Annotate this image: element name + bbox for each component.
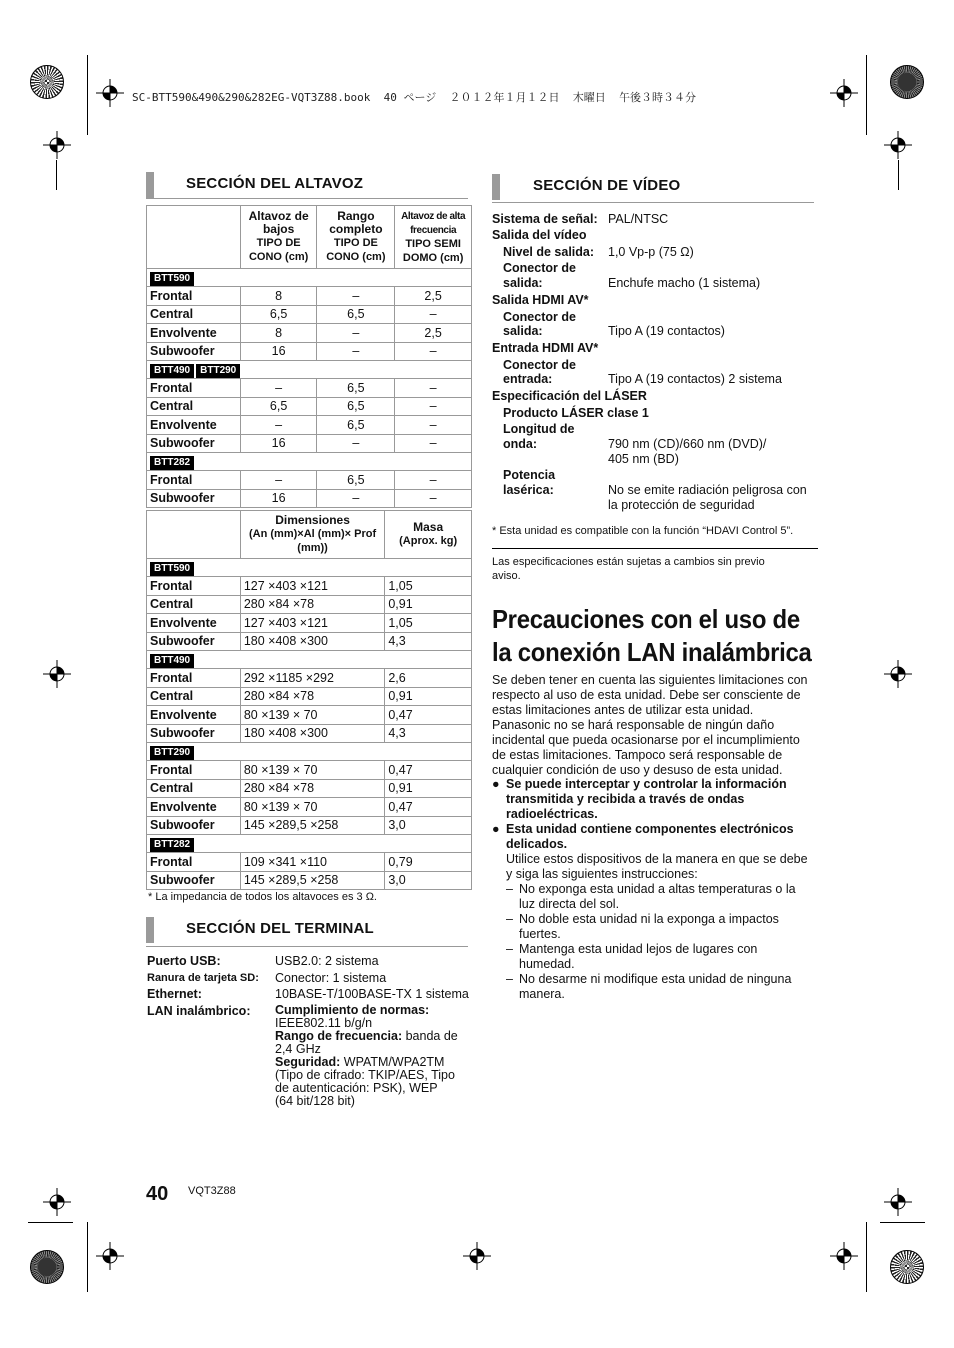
speaker-dimensions-table — [146, 510, 472, 890]
table-cell: 6,5 — [317, 471, 395, 490]
spec-value: la protección de seguridad — [608, 498, 755, 512]
table-cell: 180 ×408 ×300 — [240, 632, 384, 651]
registration-mark-icon — [96, 79, 124, 107]
row-label: Subwoofer — [147, 489, 241, 508]
model-group-row — [147, 743, 472, 761]
table-row — [147, 471, 472, 490]
crop-line — [898, 160, 899, 190]
table-cell: – — [395, 397, 472, 416]
row-label: Envolvente — [147, 416, 241, 435]
bullet-item — [492, 777, 822, 822]
table-cell: 1,05 — [385, 577, 472, 596]
table-cell: – — [317, 434, 395, 453]
table-row — [147, 342, 472, 361]
table-cell: 80 ×139 × 70 — [240, 761, 384, 780]
crop-line — [87, 1222, 88, 1292]
row-label: Subwoofer — [147, 871, 241, 890]
video-section-title: SECCIÓN DE VÍDEO — [533, 177, 681, 194]
spec-label: onda: — [503, 437, 538, 451]
crop-line — [87, 55, 88, 135]
table-cell: – — [240, 471, 317, 490]
table-cell: 8 — [240, 324, 317, 343]
table-cell: 1,05 — [385, 614, 472, 633]
spec-value: Tipo A (19 contactos) — [608, 324, 725, 338]
table-row — [147, 595, 472, 614]
table-row — [147, 324, 472, 343]
table-row — [147, 305, 472, 324]
section-bar — [492, 174, 500, 200]
dash-icon: – — [506, 882, 513, 896]
table-cell: 145 ×289,5 ×258 — [240, 871, 384, 890]
table-cell: 109 ×341 ×110 — [240, 853, 384, 872]
model-group-row — [147, 269, 472, 287]
table-cell: 6,5 — [240, 305, 317, 324]
row-label: Frontal — [147, 853, 241, 872]
table-cell: – — [317, 489, 395, 508]
dash-icon: – — [506, 942, 513, 956]
model-tags — [147, 453, 472, 471]
speaker-section-title: SECCIÓN DEL ALTAVOZ — [186, 175, 364, 192]
table-cell: – — [395, 489, 472, 508]
lan-bullets — [492, 777, 822, 1002]
table-cell: – — [317, 342, 395, 361]
model-tag: BTT290 — [150, 746, 194, 760]
text-line: No desarme ni modifique esta unidad de ninguna — [519, 972, 792, 986]
text-line: No doble esta unidad ni la exponga a impactos — [519, 912, 779, 926]
row-label: Envolvente — [147, 798, 241, 817]
spec-label: Cumplimiento de normas: — [275, 1003, 430, 1017]
dash-item — [506, 882, 822, 912]
table-cell: 0,91 — [385, 595, 472, 614]
speaker-types-table — [146, 205, 472, 508]
change-note: Las especificaciones están sujetas a cambios sin previo aviso. — [492, 556, 765, 582]
text-line: manera. — [519, 987, 565, 1001]
table-cell: 6,5 — [317, 379, 395, 398]
registration-mark-icon — [43, 1188, 71, 1216]
table-cell: 2,6 — [385, 669, 472, 688]
table-cell: 127 ×403 ×121 — [240, 577, 384, 596]
crop-line — [56, 160, 57, 190]
table-cell: – — [317, 287, 395, 306]
col-header: Altavoz de bajos TIPO DE CONO (cm) — [240, 206, 317, 269]
table-row — [147, 724, 472, 743]
spec-value: USB2.0: 2 sistema — [275, 954, 379, 968]
color-rosette-icon — [890, 65, 924, 99]
table-row — [147, 798, 472, 817]
text-line: humedad. — [519, 957, 575, 971]
text-line: luz directa del sol. — [519, 897, 620, 911]
spec-label: LAN inalámbrico: — [147, 1004, 251, 1018]
spec-value: (64 bit/128 bit) — [275, 1094, 355, 1108]
text-line: transmitida y recibida a través de ondas — [506, 792, 745, 806]
model-tags — [147, 835, 472, 853]
table-cell: 0,47 — [385, 798, 472, 817]
dash-item — [506, 942, 822, 972]
spec-value: Conector: 1 sistema — [275, 971, 387, 985]
table-cell: 4,3 — [385, 724, 472, 743]
crop-line — [866, 55, 867, 135]
table-cell: 4,3 — [385, 632, 472, 651]
spec-value: 790 nm (CD)/660 nm (DVD)/ — [608, 437, 767, 451]
row-label: Central — [147, 687, 241, 706]
text-line: fuertes. — [519, 927, 561, 941]
model-group-row — [147, 361, 472, 379]
text-line: incidental que pueda ocasionarse por el incumplimiento — [492, 733, 800, 747]
spec-label: salida: — [503, 276, 543, 290]
spec-label: Seguridad: — [275, 1055, 341, 1069]
row-label: Envolvente — [147, 324, 241, 343]
spec-label: Salida HDMI AV* — [492, 293, 589, 307]
spec-label: Rango de frecuencia: — [275, 1029, 403, 1043]
file-header: SC-BTT590&490&290&282EG-VQT3Z88.book 40 ページ ２０１２年１月１２日 木曜日 午後３時３４分 — [132, 91, 697, 104]
table-cell: – — [317, 324, 395, 343]
spec-value: 2,4 GHz — [275, 1042, 321, 1056]
lan-intro — [492, 673, 822, 778]
spec-value: No se emite radiación peligrosa con — [608, 483, 807, 497]
row-label: Subwoofer — [147, 434, 241, 453]
spec-value: PAL/NTSC — [608, 212, 669, 226]
table-cell: 6,5 — [317, 416, 395, 435]
crop-line — [866, 1222, 867, 1292]
text-line: radioeléctricas. — [506, 807, 598, 821]
registration-mark-icon — [43, 660, 71, 688]
color-rosette-icon — [30, 65, 64, 99]
table-cell: 6,5 — [240, 397, 317, 416]
table-cell: 280 ×84 ×78 — [240, 595, 384, 614]
model-tag: BTT282 — [150, 456, 194, 470]
table-cell: 3,0 — [385, 871, 472, 890]
registration-mark-icon — [884, 1188, 912, 1216]
spec-label: Conector de — [503, 261, 576, 275]
row-label: Central — [147, 305, 241, 324]
model-tag: BTT282 — [150, 838, 194, 852]
row-label: Central — [147, 595, 241, 614]
table-cell: 6,5 — [317, 397, 395, 416]
table-row — [147, 397, 472, 416]
table-cell: 8 — [240, 287, 317, 306]
spec-label: entrada: — [503, 372, 553, 386]
dash-icon: – — [506, 972, 513, 986]
text-line: delicados. — [506, 837, 568, 851]
registration-mark-icon — [96, 1242, 124, 1270]
registration-mark-icon — [830, 79, 858, 107]
table-row — [147, 816, 472, 835]
spec-value: de autenticación: PSK), WEP — [275, 1081, 438, 1095]
spec-value: Enchufe macho (1 sistema) — [608, 276, 761, 290]
row-label: Frontal — [147, 761, 241, 780]
table-cell: 16 — [240, 434, 317, 453]
spec-label: Puerto USB: — [147, 954, 221, 968]
model-tags — [147, 269, 472, 287]
section-bar — [146, 172, 154, 198]
spec-value: 405 nm (BD) — [608, 452, 679, 466]
table-cell: 0,79 — [385, 853, 472, 872]
text-line: estas limitaciones antes de utilizar esta unidad. — [492, 703, 754, 717]
row-label: Frontal — [147, 471, 241, 490]
color-rosette-icon — [30, 1250, 64, 1284]
spec-label: Salida del vídeo — [492, 228, 587, 242]
row-label: Frontal — [147, 287, 241, 306]
table-row — [147, 871, 472, 890]
spec-label: Nivel de salida: — [503, 245, 595, 259]
row-label: Central — [147, 397, 241, 416]
spec-value: 1,0 Vp-p (75 Ω) — [608, 245, 694, 259]
row-label: Envolvente — [147, 706, 241, 725]
crop-line — [880, 1222, 925, 1223]
table-cell: 127 ×403 ×121 — [240, 614, 384, 633]
table-cell: 6,5 — [317, 305, 395, 324]
table-row — [147, 761, 472, 780]
registration-mark-icon — [884, 660, 912, 688]
model-tag: BTT490 — [150, 364, 194, 378]
table-cell: – — [395, 305, 472, 324]
row-label: Subwoofer — [147, 816, 241, 835]
table-cell: 0,47 — [385, 761, 472, 780]
registration-mark-icon — [830, 1242, 858, 1270]
text-line: Panasonic no se hará responsable de ningún daño — [492, 718, 775, 732]
spec-label: Longitud de — [503, 422, 575, 436]
model-tag: BTT290 — [196, 364, 240, 378]
table-cell: – — [395, 416, 472, 435]
table-cell: 0,47 — [385, 706, 472, 725]
table-row — [147, 779, 472, 798]
table-row — [147, 287, 472, 306]
table-row — [147, 434, 472, 453]
table-cell: 80 ×139 × 70 — [240, 798, 384, 817]
col-header: Altavoz de alta frecuencia TIPO SEMI DOMO (cm) — [395, 206, 472, 269]
row-label: Subwoofer — [147, 342, 241, 361]
table-cell: 80 ×139 × 70 — [240, 706, 384, 725]
row-label: Envolvente — [147, 614, 241, 633]
spec-label: Conector de — [503, 310, 576, 324]
table-cell: 2,5 — [395, 287, 472, 306]
section-rule — [492, 202, 814, 203]
table-cell: – — [395, 342, 472, 361]
table-cell: 280 ×84 ×78 — [240, 779, 384, 798]
spec-label: Sistema de señal: — [492, 212, 598, 226]
row-label: Frontal — [147, 577, 241, 596]
page-number: 40 — [146, 1183, 169, 1205]
table-row — [147, 416, 472, 435]
section-bar — [146, 917, 154, 943]
color-rosette-icon — [890, 1250, 924, 1284]
row-label: Central — [147, 779, 241, 798]
terminal-section-title: SECCIÓN DEL TERMINAL — [186, 920, 374, 937]
spec-value: WPATM/WPA2TM — [340, 1055, 445, 1069]
row-label: Subwoofer — [147, 632, 241, 651]
section-rule — [146, 946, 468, 947]
table-row — [147, 489, 472, 508]
registration-mark-icon — [463, 1242, 491, 1270]
table-cell: 292 ×1185 ×292 — [240, 669, 384, 688]
table-row — [147, 687, 472, 706]
model-tags — [147, 361, 472, 379]
row-label: Frontal — [147, 669, 241, 688]
table-cell: 16 — [240, 342, 317, 361]
table-cell: – — [240, 416, 317, 435]
spec-value: (Tipo de cifrado: TKIP/AES, Tipo — [275, 1068, 455, 1082]
table-row — [147, 577, 472, 596]
spec-label: Especificación del LÁSER — [492, 389, 647, 403]
video-footnote: * Esta unidad es compatible con la función “HDAVI Control 5”. — [492, 525, 794, 537]
table-cell: 3,0 — [385, 816, 472, 835]
text-line: de estas limitaciones. Tampoco será responsable de — [492, 748, 783, 762]
table-row — [147, 379, 472, 398]
text-line: respecto al uso de esta unidad. Debe ser consciente de — [492, 688, 801, 702]
row-label: Subwoofer — [147, 724, 241, 743]
spec-label: Potencia — [503, 468, 556, 482]
text-line: Mantenga esta unidad lejos de lugares con — [519, 942, 758, 956]
text-line: Esta unidad contiene componentes electrónicos — [506, 822, 794, 836]
model-tags — [147, 743, 472, 761]
col-header: Rango completo TIPO DE CONO (cm) — [317, 206, 395, 269]
model-tag: BTT490 — [150, 654, 194, 668]
spec-label: Conector de — [503, 358, 576, 372]
table-cell: 145 ×289,5 ×258 — [240, 816, 384, 835]
crop-line — [28, 1222, 73, 1223]
table-row — [147, 614, 472, 633]
model-group-row — [147, 559, 472, 577]
spec-label: Ethernet: — [147, 987, 202, 1001]
table-row — [147, 853, 472, 872]
registration-mark-icon — [43, 131, 71, 159]
model-tag: BTT590 — [150, 562, 194, 576]
model-tags — [147, 559, 472, 577]
text-line: Utilice estos dispositivos de la manera en que se debe — [506, 852, 808, 866]
table-cell: 0,91 — [385, 687, 472, 706]
table-cell: 180 ×408 ×300 — [240, 724, 384, 743]
table-cell: – — [240, 379, 317, 398]
spec-label: salida: — [503, 324, 543, 338]
text-line: Se puede interceptar y controlar la información — [506, 777, 787, 791]
col-header: Masa (Aprox. kg) — [385, 511, 472, 559]
model-group-row — [147, 835, 472, 853]
page-code: VQT3Z88 — [188, 1185, 236, 1197]
table-row — [147, 632, 472, 651]
section-rule — [146, 198, 468, 199]
speaker-footnote: * La impedancia de todos los altavoces es 3 Ω. — [148, 891, 377, 903]
lan-precautions-title: Precauciones con el uso de la conexión LAN inalámbrica — [492, 604, 812, 667]
row-label: Frontal — [147, 379, 241, 398]
dash-icon: – — [506, 912, 513, 926]
spec-label: Entrada HDMI AV* — [492, 341, 599, 355]
table-cell: 0,91 — [385, 779, 472, 798]
spec-label: Producto LÁSER clase 1 — [503, 406, 649, 420]
spec-value: Tipo A (19 contactos) 2 sistema — [608, 372, 782, 386]
table-cell: – — [395, 471, 472, 490]
table-cell: 280 ×84 ×78 — [240, 687, 384, 706]
lan-spec-block — [275, 1004, 470, 1108]
model-group-row — [147, 453, 472, 471]
col-header: Dimensiones (An (mm)×Al (mm)× Prof (mm)) — [240, 511, 384, 559]
registration-mark-icon — [884, 131, 912, 159]
dash-item — [506, 912, 822, 942]
divider — [492, 548, 818, 549]
model-group-row — [147, 651, 472, 669]
table-row — [147, 706, 472, 725]
text-line: No exponga esta unidad a altas temperaturas o la — [519, 882, 796, 896]
text-line: y siga las siguientes instrucciones: — [506, 867, 698, 881]
dash-item — [506, 972, 822, 1002]
text-line: cualquier condición de uso y desuso de esta unidad. — [492, 763, 783, 777]
model-tag: BTT590 — [150, 272, 194, 286]
spec-value: IEEE802.11 b/g/n — [275, 1016, 373, 1030]
table-cell: – — [395, 434, 472, 453]
spec-label: lasérica: — [503, 483, 554, 497]
bullet-item — [492, 822, 822, 1002]
bullet-icon: ● — [492, 822, 500, 836]
table-cell: 2,5 — [395, 324, 472, 343]
bullet-icon: ● — [492, 777, 500, 791]
table-cell: – — [395, 379, 472, 398]
spec-value: banda de — [402, 1029, 458, 1043]
spec-value: 10BASE-T/100BASE-TX 1 sistema — [275, 987, 469, 1001]
table-row — [147, 669, 472, 688]
table-cell: 16 — [240, 489, 317, 508]
model-tags — [147, 651, 472, 669]
text-line: Se deben tener en cuenta las siguientes limitaciones con — [492, 673, 808, 687]
spec-label: Ranura de tarjeta SD: — [147, 972, 259, 984]
